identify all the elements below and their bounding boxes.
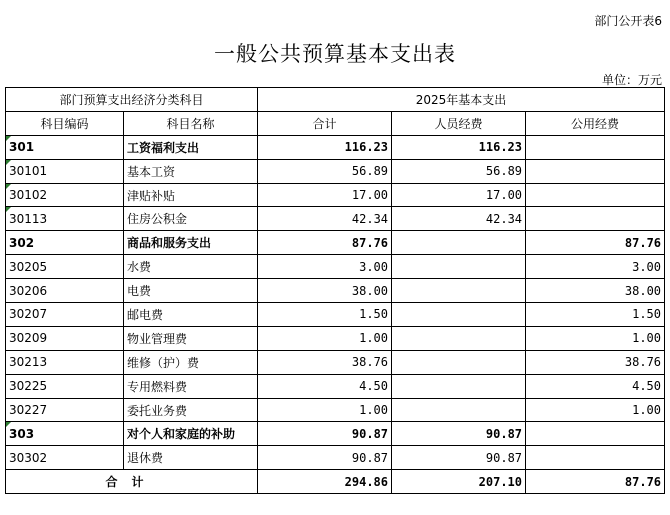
column-header-name: 科目名称 [124, 111, 258, 135]
total-personnel: 207.10 [392, 470, 526, 494]
public-cell [526, 422, 665, 446]
page-title: 一般公共预算基本支出表 [214, 42, 456, 66]
personnel-cell [392, 255, 526, 279]
public-cell: 1.00 [526, 398, 665, 422]
item-row [6, 303, 665, 327]
item-row [6, 350, 665, 374]
name-cell: 工资福利支出 [124, 135, 258, 159]
item-row [6, 446, 665, 470]
personnel-cell: 90.87 [392, 422, 526, 446]
personnel-cell [392, 374, 526, 398]
personnel-cell: 56.89 [392, 159, 526, 183]
total-label: 合计 [6, 470, 258, 494]
name-cell: 对个人和家庭的补助 [124, 422, 258, 446]
personnel-cell [392, 398, 526, 422]
public-cell [526, 446, 665, 470]
group-header-classification: 部门预算支出经济分类科目 [6, 88, 258, 112]
name-cell: 电费 [124, 279, 258, 303]
name-cell: 维修（护）费 [124, 350, 258, 374]
name-cell: 委托业务费 [124, 398, 258, 422]
item-row [6, 159, 665, 183]
code-cell: 30207 [6, 303, 124, 327]
public-cell [526, 207, 665, 231]
name-cell: 商品和服务支出 [124, 231, 258, 255]
public-cell: 3.00 [526, 255, 665, 279]
public-cell: 4.50 [526, 374, 665, 398]
header-group-row [6, 88, 665, 112]
name-cell: 基本工资 [124, 159, 258, 183]
name-cell: 水费 [124, 255, 258, 279]
name-cell: 物业管理费 [124, 326, 258, 350]
name-cell: 专用燃料费 [124, 374, 258, 398]
personnel-cell [392, 303, 526, 327]
group-header-basic-expenditure: 2025年基本支出 [258, 88, 665, 112]
personnel-cell: 17.00 [392, 183, 526, 207]
table-body [6, 135, 665, 469]
code-cell: 30213 [6, 350, 124, 374]
item-row [6, 255, 665, 279]
code-cell: 30227 [6, 398, 124, 422]
code-cell: 30101 [6, 159, 124, 183]
total-cell: 3.00 [258, 255, 392, 279]
item-row [6, 207, 665, 231]
total-cell: 1.00 [258, 326, 392, 350]
code-cell: 301 [6, 135, 124, 159]
name-cell: 邮电费 [124, 303, 258, 327]
public-cell: 38.76 [526, 350, 665, 374]
item-row [6, 326, 665, 350]
category-row [6, 135, 665, 159]
category-row [6, 231, 665, 255]
column-header-row [6, 111, 665, 135]
total-cell: 42.34 [258, 207, 392, 231]
public-cell: 1.00 [526, 326, 665, 350]
public-cell: 1.50 [526, 303, 665, 327]
total-cell: 1.00 [258, 398, 392, 422]
code-cell: 30209 [6, 326, 124, 350]
personnel-cell [392, 231, 526, 255]
total-row [6, 470, 665, 494]
personnel-cell: 42.34 [392, 207, 526, 231]
item-row [6, 374, 665, 398]
personnel-cell: 90.87 [392, 446, 526, 470]
total-cell: 4.50 [258, 374, 392, 398]
name-cell: 津贴补贴 [124, 183, 258, 207]
code-cell: 30225 [6, 374, 124, 398]
public-cell [526, 159, 665, 183]
public-cell: 87.76 [526, 231, 665, 255]
item-row [6, 398, 665, 422]
total-cell: 90.87 [258, 446, 392, 470]
code-cell: 30206 [6, 279, 124, 303]
name-cell: 住房公积金 [124, 207, 258, 231]
unit-label: 单位：万元 [601, 73, 662, 87]
item-row [6, 183, 665, 207]
code-cell: 303 [6, 422, 124, 446]
total-public: 87.76 [526, 470, 665, 494]
total-cell: 116.23 [258, 135, 392, 159]
personnel-cell: 116.23 [392, 135, 526, 159]
personnel-cell [392, 279, 526, 303]
total-cell: 87.76 [258, 231, 392, 255]
code-cell: 30113 [6, 207, 124, 231]
item-row [6, 279, 665, 303]
total-cell: 56.89 [258, 159, 392, 183]
category-row [6, 422, 665, 446]
public-cell: 38.00 [526, 279, 665, 303]
table-reference-number: 部门公开表6 [594, 14, 662, 28]
total-sum: 294.86 [258, 470, 392, 494]
code-cell: 30302 [6, 446, 124, 470]
public-cell [526, 183, 665, 207]
name-cell: 退休费 [124, 446, 258, 470]
code-cell: 30205 [6, 255, 124, 279]
total-cell: 17.00 [258, 183, 392, 207]
code-cell: 302 [6, 231, 124, 255]
code-cell: 30102 [6, 183, 124, 207]
total-cell: 90.87 [258, 422, 392, 446]
column-header-total: 合计 [258, 111, 392, 135]
column-header-personnel: 人员经费 [392, 111, 526, 135]
personnel-cell [392, 350, 526, 374]
total-cell: 38.76 [258, 350, 392, 374]
total-cell: 1.50 [258, 303, 392, 327]
personnel-cell [392, 326, 526, 350]
budget-table [5, 87, 665, 494]
column-header-code: 科目编码 [6, 111, 124, 135]
total-cell: 38.00 [258, 279, 392, 303]
public-cell [526, 135, 665, 159]
column-header-public: 公用经费 [526, 111, 665, 135]
